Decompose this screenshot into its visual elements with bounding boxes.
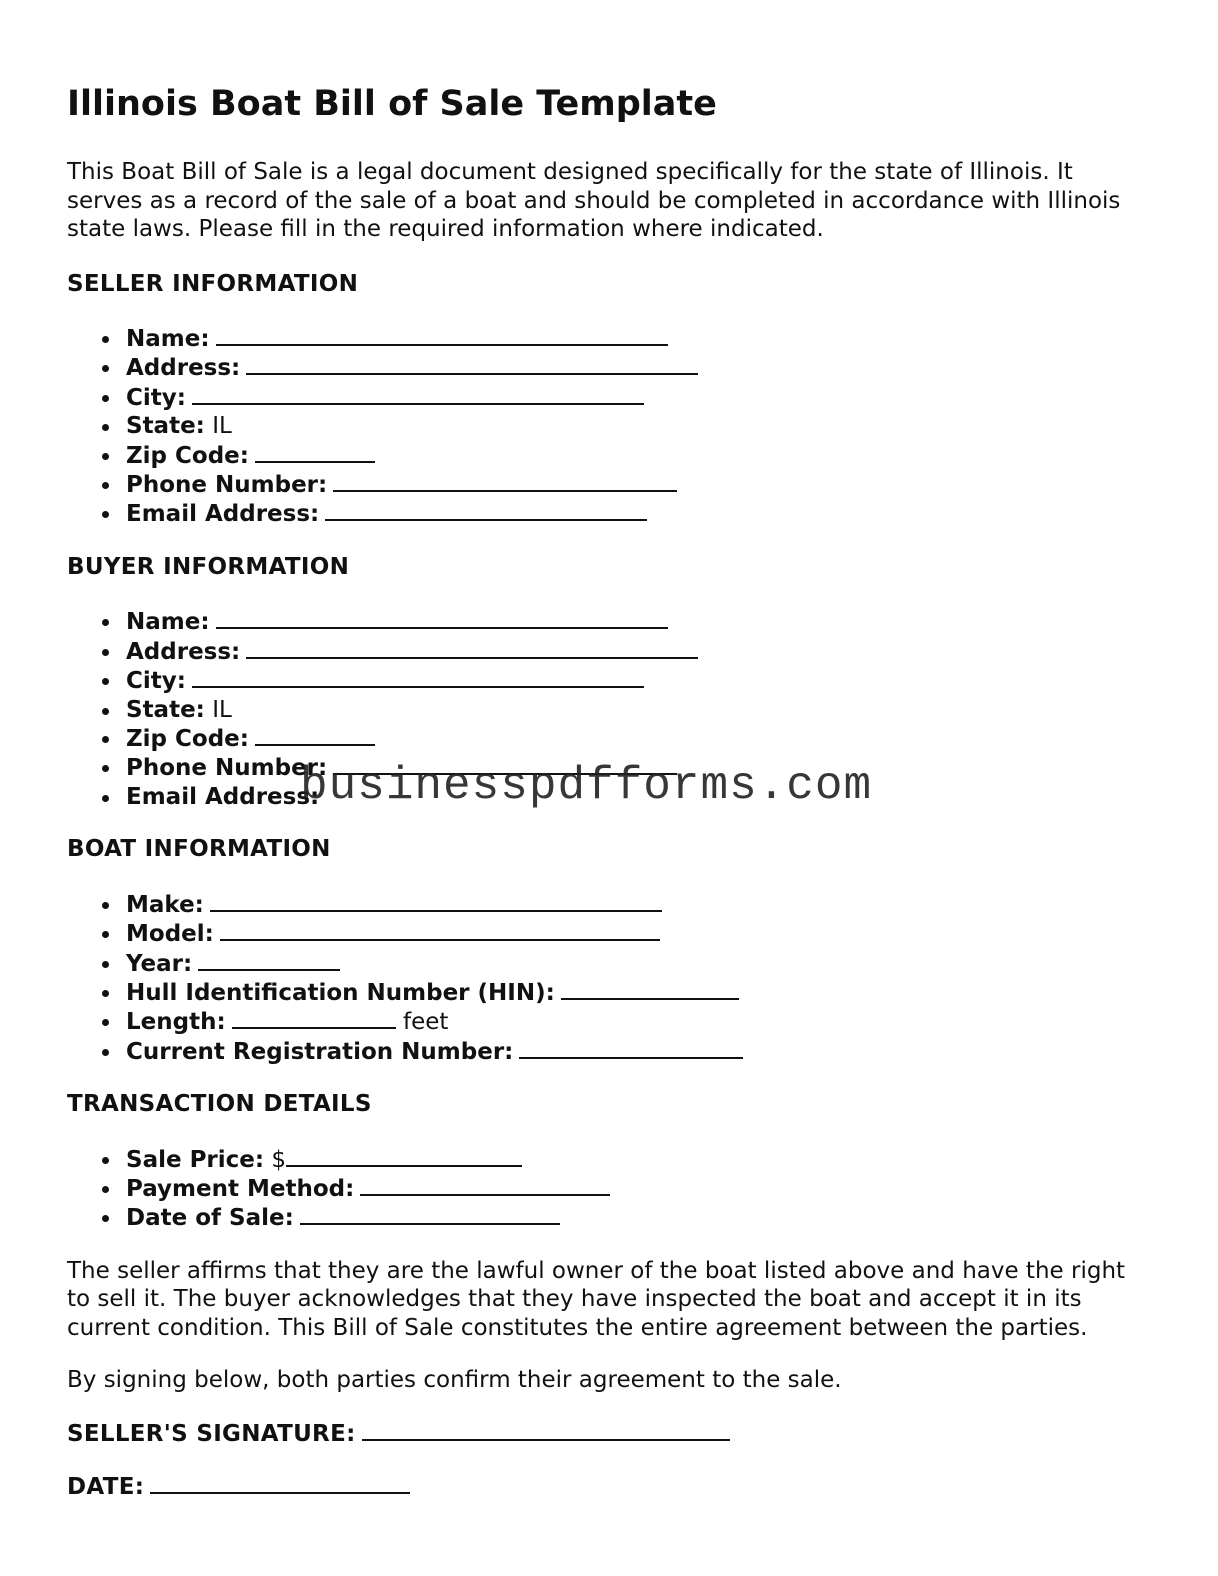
seller-fields (67, 324, 1147, 529)
field-label: Date of Sale: (126, 1205, 294, 1232)
seller-zip-field (126, 441, 1147, 470)
seller-signature-field (67, 1419, 1147, 1449)
intro-paragraph: This Boat Bill of Sale is a legal document designed specifically for the state of Illinois. It serves as a record of the sale of a boat and should be completed in accordance with Illinois state laws. Please fill in the required information where indicated. (67, 159, 1121, 242)
seller-city-blank[interactable] (192, 383, 644, 405)
length-unit: feet (402, 1009, 449, 1036)
seller-phone-field (126, 470, 1147, 499)
date-of-sale-blank[interactable] (300, 1203, 560, 1225)
boat-fields (67, 890, 1147, 1066)
field-label: Model: (126, 921, 214, 948)
buyer-city-blank[interactable] (192, 666, 644, 688)
field-label: Make: (126, 891, 204, 918)
transaction-fields (67, 1145, 1147, 1233)
boat-length-blank[interactable] (232, 1007, 396, 1029)
field-label: State: (126, 413, 205, 440)
boat-heading: BOAT INFORMATION (67, 836, 331, 863)
buyer-zip-field (126, 724, 1147, 753)
boat-hin-field (126, 978, 1147, 1007)
buyer-address-field (126, 637, 1147, 666)
currency-symbol: $ (271, 1146, 287, 1173)
field-label: City: (126, 668, 186, 695)
signature-date-field (67, 1472, 1147, 1502)
boat-length-field (126, 1007, 1147, 1036)
seller-zip-blank[interactable] (255, 441, 375, 463)
seller-email-field (126, 499, 1147, 528)
seller-state-field (126, 412, 1147, 440)
field-label: Name: (126, 326, 210, 352)
field-label: Sale Price: (126, 1146, 265, 1173)
closing-paragraph: The seller affirms that they are the lawful owner of the boat listed above and have the right to sell it. The buyer acknowledges that they have inspected the boat and accept it in its current condition. This Bill of Sale constitutes the entire agreement between the parties. (67, 1257, 1126, 1341)
buyer-city-field (126, 666, 1147, 695)
buyer-state-value: IL (212, 696, 232, 723)
field-label: City: (126, 384, 186, 411)
seller-address-field (126, 353, 1147, 382)
field-label: Zip Code: (126, 442, 249, 469)
signature-date-blank[interactable] (150, 1472, 410, 1494)
boat-hin-blank[interactable] (561, 978, 739, 1000)
seller-state-value: IL (212, 413, 232, 440)
boat-make-field (126, 890, 1147, 919)
seller-signature-blank[interactable] (362, 1419, 730, 1441)
buyer-heading: BUYER INFORMATION (67, 553, 350, 580)
page-title: Illinois Boat Bill of Sale Template (67, 84, 717, 124)
buyer-name-blank[interactable] (216, 607, 668, 629)
field-label: Address: (126, 638, 241, 665)
boat-model-field (126, 919, 1147, 948)
field-label: Payment Method: (126, 1176, 355, 1203)
buyer-name-field (126, 607, 1147, 636)
seller-phone-blank[interactable] (333, 470, 677, 492)
seller-city-field (126, 383, 1147, 412)
boat-year-field (126, 949, 1147, 978)
field-label: Phone Number: (126, 755, 328, 782)
buyer-state-field (126, 696, 1147, 724)
field-label: Length: (126, 1009, 226, 1036)
field-label: Zip Code: (126, 725, 249, 752)
transaction-heading: TRANSACTION DETAILS (67, 1091, 372, 1118)
payment-method-blank[interactable] (360, 1174, 610, 1196)
seller-address-blank[interactable] (246, 353, 698, 375)
seller-name-blank[interactable] (216, 324, 668, 346)
field-label: DATE: (67, 1474, 145, 1501)
sale-price-blank[interactable] (286, 1145, 522, 1167)
seller-name-field (126, 324, 1147, 353)
boat-registration-field (126, 1037, 1147, 1066)
seller-heading: SELLER INFORMATION (67, 270, 359, 297)
seller-email-blank[interactable] (325, 499, 647, 521)
field-label: Email Address: (126, 501, 320, 528)
field-label: Name: (126, 609, 210, 636)
field-label: Address: (126, 355, 241, 382)
buyer-address-blank[interactable] (246, 637, 698, 659)
buyer-zip-blank[interactable] (255, 724, 375, 746)
field-label: SELLER'S SIGNATURE: (67, 1420, 356, 1447)
date-of-sale-field (126, 1203, 1147, 1232)
payment-method-field (126, 1174, 1147, 1203)
field-label: State: (126, 696, 205, 723)
sale-price-field (126, 1145, 1147, 1174)
confirm-paragraph: By signing below, both parties confirm their agreement to the sale. (67, 1367, 842, 1394)
watermark: businesspdfforms.com (300, 760, 873, 812)
field-label: Hull Identification Number (HIN): (126, 979, 555, 1006)
boat-registration-blank[interactable] (519, 1037, 743, 1059)
field-label: Phone Number: (126, 472, 328, 499)
boat-make-blank[interactable] (210, 890, 662, 912)
boat-year-blank[interactable] (198, 949, 340, 971)
field-label: Current Registration Number: (126, 1038, 514, 1065)
boat-model-blank[interactable] (220, 919, 660, 941)
field-label: Year: (126, 950, 193, 977)
field-label: Email Address: (126, 783, 320, 810)
